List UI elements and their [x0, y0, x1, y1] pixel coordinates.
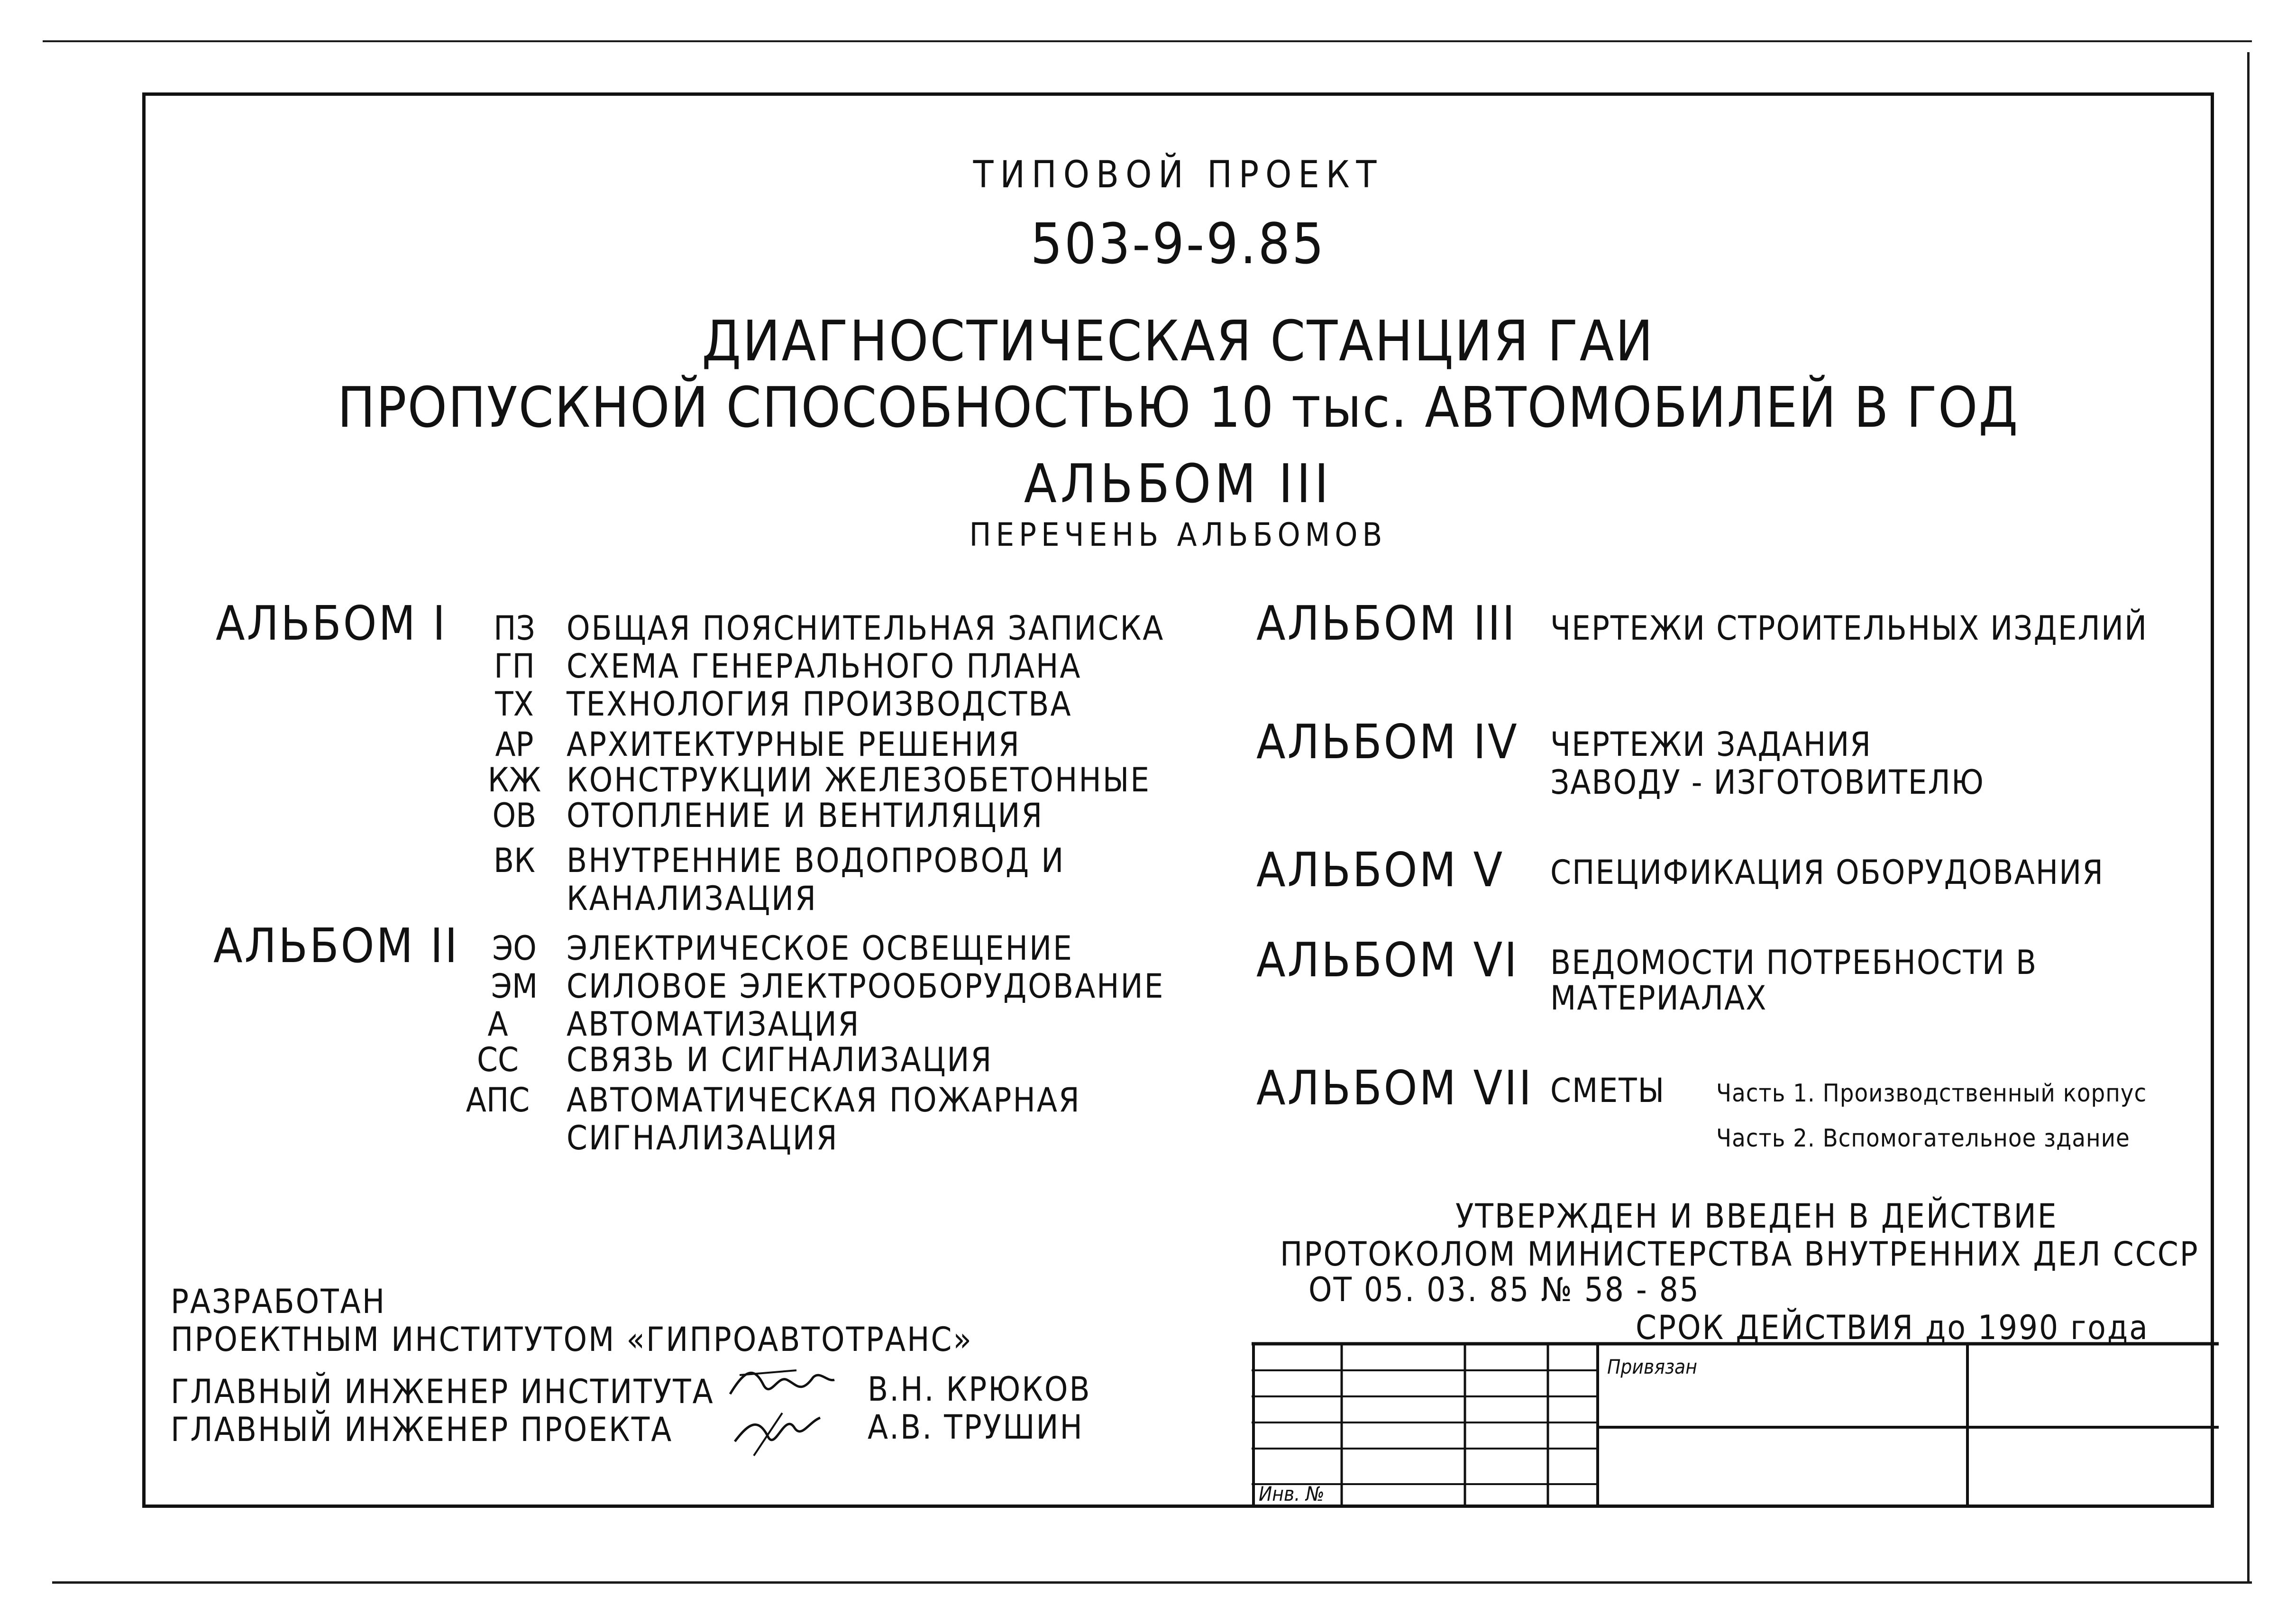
approval-line-2: ПРОТОКОЛОМ МИНИСТЕРСТВА ВНУТРЕННИХ ДЕЛ СССР [1280, 1235, 2199, 1274]
album-1-code-ar: АР [495, 725, 534, 764]
album-title: АЛЬБОМ III [1024, 453, 1333, 515]
album-7-text: СМЕТЫ [1550, 1071, 1665, 1110]
album-2-item-aps-cont: СИГНАЛИЗАЦИЯ [567, 1119, 839, 1157]
album-6-label: АЛЬБОМ VI [1256, 932, 1519, 988]
developer-line-1: РАЗРАБОТАН [171, 1282, 386, 1321]
album-2-code-aps: АПС [466, 1081, 530, 1119]
album-2-item-aps: АВТОМАТИЧЕСКАЯ ПОЖАРНАЯ [567, 1081, 1081, 1119]
project-number: 503-9-9.85 [1030, 211, 1326, 276]
album-2-code-ss: СС [477, 1040, 519, 1079]
album-2-code-eo: ЭО [492, 929, 537, 968]
album-1-code-tx: ТХ [495, 685, 534, 724]
album-7-part-2: Часть 2. Вспомогательное здание [1716, 1124, 2130, 1153]
stamp-inv-label: Инв. № [1259, 1482, 1325, 1505]
stamp-tied-label: Привязан [1607, 1355, 1697, 1378]
developer-line-2: ПРОЕКТНЫМ ИНСТИТУТОМ «ГИПРОАВТОТРАНС» [171, 1320, 973, 1359]
scan-edge-bottom [52, 1581, 2252, 1584]
album-1-code-ov: ОВ [492, 796, 537, 835]
album-6-text-cont: МАТЕРИАЛАХ [1550, 979, 1767, 1018]
scan-edge-right [2247, 52, 2250, 1584]
chief-engineer-project-role: ГЛАВНЫЙ ИНЖЕНЕР ПРОЕКТА [171, 1410, 673, 1449]
album-5-text: СПЕЦИФИКАЦИЯ ОБОРУДОВАНИЯ [1550, 853, 2104, 892]
album-1-label: АЛЬБОМ I [216, 596, 448, 651]
album-4-text: ЧЕРТЕЖИ ЗАДАНИЯ [1550, 725, 1872, 764]
album-1-code-vk: ВК [494, 841, 535, 880]
album-2-item-ss: СВЯЗЬ И СИГНАЛИЗАЦИЯ [567, 1040, 993, 1079]
approval-line-3: ОТ 05. 03. 85 № 58 - 85 [1308, 1270, 1700, 1309]
album-7-label: АЛЬБОМ VII [1256, 1060, 1534, 1116]
album-1-item-gp: СХЕМА ГЕНЕРАЛЬНОГО ПЛАНА [567, 647, 1082, 686]
album-1-code-kzh: КЖ [487, 761, 541, 799]
stamp-grid [1252, 1342, 2219, 1508]
signature-2-icon [725, 1404, 830, 1460]
list-title: ПЕРЕЧЕНЬ АЛЬБОМОВ [969, 516, 1387, 554]
scan-edge-top [43, 40, 2252, 42]
album-1-code-pz: ПЗ [494, 609, 535, 648]
album-1-item-tx: ТЕХНОЛОГИЯ ПРОИЗВОДСТВА [567, 685, 1072, 724]
chief-engineer-institute-role: ГЛАВНЫЙ ИНЖЕНЕР ИНСТИТУТА [171, 1372, 714, 1411]
album-1-item-pz: ОБЩАЯ ПОЯСНИТЕЛЬНАЯ ЗАПИСКА [567, 609, 1165, 648]
album-1-item-kzh: КОНСТРУКЦИИ ЖЕЛЕЗОБЕТОННЫЕ [567, 761, 1151, 799]
album-1-item-vk: ВНУТРЕННИЕ ВОДОПРОВОД И [567, 841, 1065, 880]
album-2-code-em: ЭМ [491, 967, 538, 1006]
album-6-text: ВЕДОМОСТИ ПОТРЕБНОСТИ В [1550, 943, 2038, 982]
title-line-2: ПРОПУСКНОЙ СПОСОБНОСТЬЮ 10 тыс. АВТОМОБИЛЕЙ В ГОД [337, 375, 2019, 440]
approval-line-1: УТВЕРЖДЕН И ВВЕДЕН В ДЕЙСТВИЕ [1455, 1197, 2058, 1236]
validity: СРОК ДЕЙСТВИЯ до 1990 года [1636, 1308, 2149, 1347]
album-1-item-ov: ОТОПЛЕНИЕ И ВЕНТИЛЯЦИЯ [567, 796, 1044, 835]
album-5-label: АЛЬБОМ V [1256, 842, 1505, 898]
album-7-part-1: Часть 1. Производственный корпус [1716, 1079, 2147, 1108]
album-1-item-vk-cont: КАНАЛИЗАЦИЯ [567, 879, 817, 918]
title-line-1: ДИАГНОСТИЧЕСКАЯ СТАНЦИЯ ГАИ [702, 308, 1655, 374]
album-4-text-cont: ЗАВОДУ - ИЗГОТОВИТЕЛЮ [1550, 763, 1985, 802]
album-2-item-em: СИЛОВОЕ ЭЛЕКТРООБОРУДОВАНИЕ [567, 967, 1165, 1006]
doc-type: ТИПОВОЙ ПРОЕКТ [973, 154, 1383, 196]
album-1-code-gp: ГП [494, 647, 535, 686]
album-2-label: АЛЬБОМ II [213, 918, 459, 973]
album-2-item-a: АВТОМАТИЗАЦИЯ [567, 1005, 860, 1044]
album-4-label: АЛЬБОМ IV [1256, 714, 1519, 770]
signature-1-icon [725, 1361, 839, 1408]
chief-engineer-project-name: А.В. ТРУШИН [868, 1408, 1084, 1447]
album-2-item-eo: ЭЛЕКТРИЧЕСКОЕ ОСВЕЩЕНИЕ [567, 929, 1073, 968]
album-2-code-a: А [487, 1005, 508, 1044]
album-1-item-ar: АРХИТЕКТУРНЫЕ РЕШЕНИЯ [567, 725, 1021, 764]
chief-engineer-institute-name: В.Н. КРЮКОВ [868, 1370, 1091, 1409]
album-3-label: АЛЬБОМ III [1256, 596, 1517, 651]
album-3-text: ЧЕРТЕЖИ СТРОИТЕЛЬНЫХ ИЗДЕЛИЙ [1550, 609, 2148, 648]
